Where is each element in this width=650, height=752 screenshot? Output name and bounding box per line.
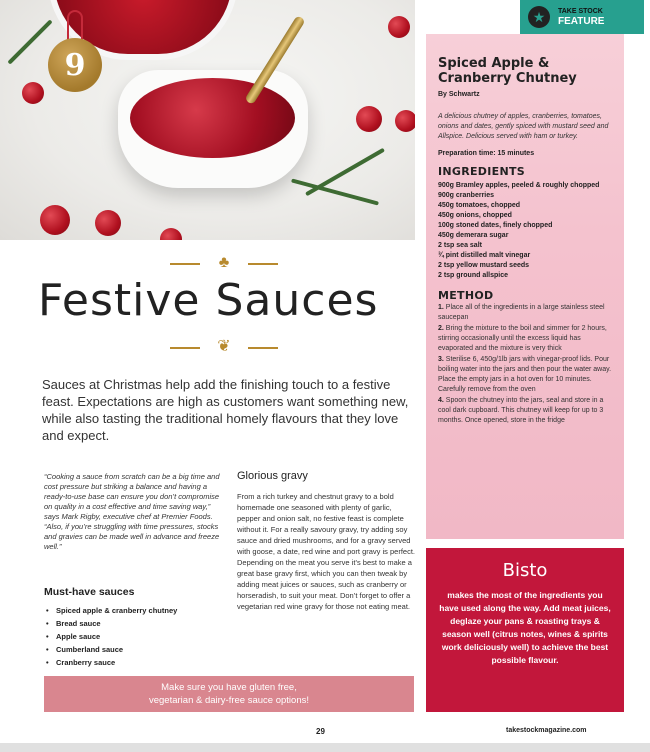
cranberry	[95, 210, 121, 236]
step-number: 2.	[438, 325, 444, 332]
ingredient: 900g cranberries	[438, 192, 495, 199]
method-step	[438, 303, 612, 323]
gravy-body: From a rich turkey and chestnut gravy to a bold homemade one seasoned with plenty of garlic, pepper and onion salt, no festive feast is complete without it. For a really savoury gravy, try adding soy sauce and dried mushrooms, and for a gravy served with goose, a date, red wine and port gravy is perfect. Depending on the meat you serve it’s best to make a great base gravy first, which you can then tweak by adding meat juices or sauces, such as cranberry or horseradish, to suit your meat. Don’t forget to offer a vegetarian red wine gravy for those not eating meat.	[237, 492, 416, 611]
list-item: • Apple sauce	[56, 630, 177, 643]
top-ornament-divider	[180, 252, 268, 274]
prep-time: Preparation time: 15 minutes	[438, 150, 535, 157]
ornament-hook	[67, 10, 83, 40]
list-item: • Cumberland sauce	[56, 643, 177, 656]
cranberry	[160, 228, 182, 240]
cranberry	[395, 110, 415, 132]
ingredient: ¾ pint distilled malt vinegar	[438, 252, 531, 259]
pine-sprig	[291, 178, 379, 205]
feature-tag	[520, 0, 644, 34]
divider-line	[170, 347, 200, 349]
divider-line	[170, 263, 200, 265]
page-number-ornament	[48, 38, 102, 92]
banner-line1: Make sure you have gluten free,	[161, 682, 297, 693]
bottom-ornament-divider	[180, 336, 268, 358]
recipe-title-line1: Spiced Apple &	[438, 56, 550, 71]
ingredient: 2 tsp yellow mustard seeds	[438, 262, 530, 269]
bisto-promo-box	[426, 548, 624, 712]
ornament-bauble-icon: ❦	[217, 338, 231, 355]
ingredient: 100g stoned dates, finely chopped	[438, 222, 553, 229]
cranberry-sauce	[130, 78, 295, 158]
hero-photo	[0, 0, 415, 240]
method-heading: METHOD	[438, 289, 494, 302]
ingredient: 450g demerara sugar	[438, 232, 509, 239]
step-text: Place all of the ingredients in a large stainless steel saucepan	[438, 304, 605, 321]
intro-paragraph: Sauces at Christmas help add the finishing touch to a festive feast. Expectations are high as customers want something new, while also tasting the traditional homely flavours that they love and expect.	[42, 377, 409, 443]
must-have-heading: Must-have sauces	[44, 586, 135, 598]
cranberry	[388, 16, 410, 38]
recipe-intro: A delicious chutney of apples, cranberries, tomatoes, onions and dates, gently spiced with mustard seed and Allspice. Delicious served with ham or turkey.	[438, 113, 609, 140]
ingredient: 2 tsp sea salt	[438, 242, 482, 249]
recipe-title-line2: Cranberry Chutney	[438, 71, 577, 86]
step-number: 4.	[438, 397, 444, 404]
promo-body: makes the most of the ingredients you have used along the way. Add meat juices, deglaze your pans & roasting trays & season well (citrus notes, wines & spirits work deliciously well) to achieve the best possible flavour.	[439, 590, 611, 665]
recipe-title	[438, 56, 612, 86]
divider-line	[248, 263, 278, 265]
footer-rule	[0, 743, 650, 752]
chef-quote: “Cooking a sauce from scratch can be a big time and cost pressure but striking a balance and having a ready-to-use base can ensure you don’t compromise on quality in a cost effective and time saving way,” says Mark Rigby, executive chef at Premier Foods. “Also, if you’re struggling with time pressures, stocks and gravies can be made well in advance and freeze well.”	[44, 472, 220, 551]
method-step	[438, 324, 612, 354]
banner-line2: vegetarian & dairy-free sauce options!	[148, 695, 309, 706]
ingredient: 900g Bramley apples, peeled & roughly chopped	[438, 182, 600, 189]
star-icon: ★	[528, 6, 550, 28]
ingredient: 450g onions, chopped	[438, 212, 512, 219]
list-item: • Cranberry sauce	[56, 656, 177, 669]
step-text: Bring the mixture to the boil and simmer for 2 hours, stirring occasionally until the excess liquid has evaporated and the mixture is very thick	[438, 325, 607, 352]
ingredient: 2 tsp ground allspice	[438, 272, 509, 279]
method-step	[438, 396, 612, 426]
page-number: 29	[316, 727, 325, 736]
step-text: Sterilise 6, 450g/1lb jars with vinegar-proof lids. Pour boiling water into the jars and then pour the water away. Place the empty jars in a hot oven for 10 minutes. Carefully remove from the oven	[438, 356, 612, 393]
step-number: 1.	[438, 304, 444, 311]
ornament-number: 9	[64, 47, 86, 83]
tag-line1: TAKE STOCK	[558, 8, 603, 15]
tip-banner	[44, 676, 414, 712]
site-url: takestockmagazine.com	[506, 727, 587, 734]
step-text: Spoon the chutney into the jars, seal and store in a cool dark cupboard. This chutney will keep for up to 3 months. Once opened, store in the fridge	[438, 397, 604, 424]
promo-title: Bisto	[502, 560, 548, 581]
list-item: • Spiced apple & cranberry chutney	[56, 604, 177, 617]
recipe-byline: By Schwartz	[438, 91, 480, 98]
gravy-heading: Glorious gravy	[237, 470, 308, 482]
pine-sprig	[7, 19, 52, 64]
tag-line2: FEATURE	[558, 16, 605, 27]
step-number: 3.	[438, 356, 444, 363]
recipe-sidebar	[426, 34, 624, 539]
tag-text	[558, 7, 604, 27]
list-item: • Bread sauce	[56, 617, 177, 630]
method-step	[438, 355, 612, 395]
cranberry	[40, 205, 70, 235]
christmas-tree-icon: ♣	[218, 254, 230, 271]
must-have-list	[56, 604, 177, 669]
cranberry	[22, 82, 44, 104]
page-title: Festive Sauces	[38, 275, 379, 326]
ingredients-list	[438, 181, 612, 281]
divider-line	[248, 347, 278, 349]
ingredient: 450g tomatoes, chopped	[438, 202, 521, 209]
ingredients-heading: INGREDIENTS	[438, 165, 525, 178]
cranberry	[356, 106, 382, 132]
